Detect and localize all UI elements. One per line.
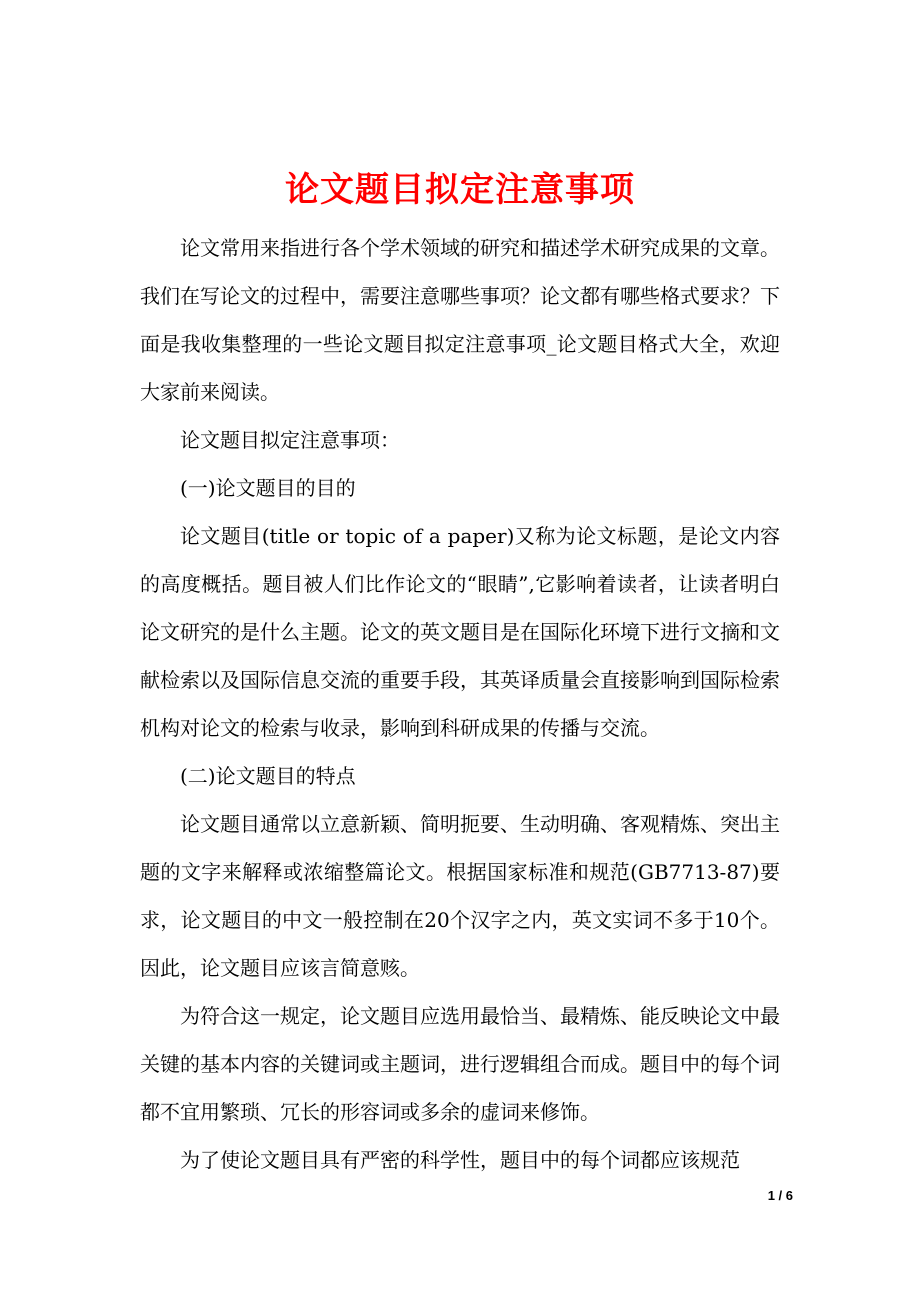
document-title: 论文题目拟定注意事项 bbox=[285, 169, 635, 210]
page-number: 1 / 6 bbox=[767, 1188, 793, 1203]
paragraph-subheading-1: (一)论文题目的目的 bbox=[180, 476, 356, 500]
paragraph-subheading-2: (二)论文题目的特点 bbox=[180, 764, 356, 788]
paragraph-section-heading: 论文题目拟定注意事项： bbox=[180, 428, 400, 452]
paragraph-intro: 论文常用来指进行各个学术领域的研究和描述学术研究成果的文章。我们在写论文的过程中，需要注意哪些事项？论文都有哪些格式要求？下面是我收集整理的一些论文题目拟定注意事项_论文题目格式大全，欢迎大家前来阅读。 bbox=[140, 236, 780, 404]
paragraph-keyword-rule: 为符合这一规定，论文题目应选用最恰当、最精炼、能反映论文中最关键的基本内容的关键词或主题词，进行逻辑组合而成。题目中的每个词都不宜用繁琐、冗长的形容词或多余的虚词来修饰。 bbox=[140, 1004, 780, 1124]
paragraph-title-features: 论文题目通常以立意新颖、简明扼要、生动明确、客观精炼、突出主题的文字来解释或浓缩整篇论文。根据国家标准和规范(GB7713-87)要求，论文题目的中文一般控制在20个汉字之内，英文实词不多于10个。因此，论文题目应该言简意赅。 bbox=[140, 812, 780, 980]
paragraph-title-definition: 论文题目(title or topic of a paper)又称为论文标题，是论文内容的高度概括。题目被人们比作论文的“眼睛”,它影响着读者，让读者明白论文研究的是什么主题。论文的英文题目是在国际化环境下进行文摘和文献检索以及国际信息交流的重要手段，其英译质量会直接影响到国际检索机构对论文的检索与收录，影响到科研成果的传播与交流。 bbox=[140, 524, 780, 740]
document-body bbox=[140, 224, 780, 1184]
paragraph-scientific-rule: 为了使论文题目具有严密的科学性，题目中的每个词都应该规范 bbox=[180, 1148, 740, 1172]
